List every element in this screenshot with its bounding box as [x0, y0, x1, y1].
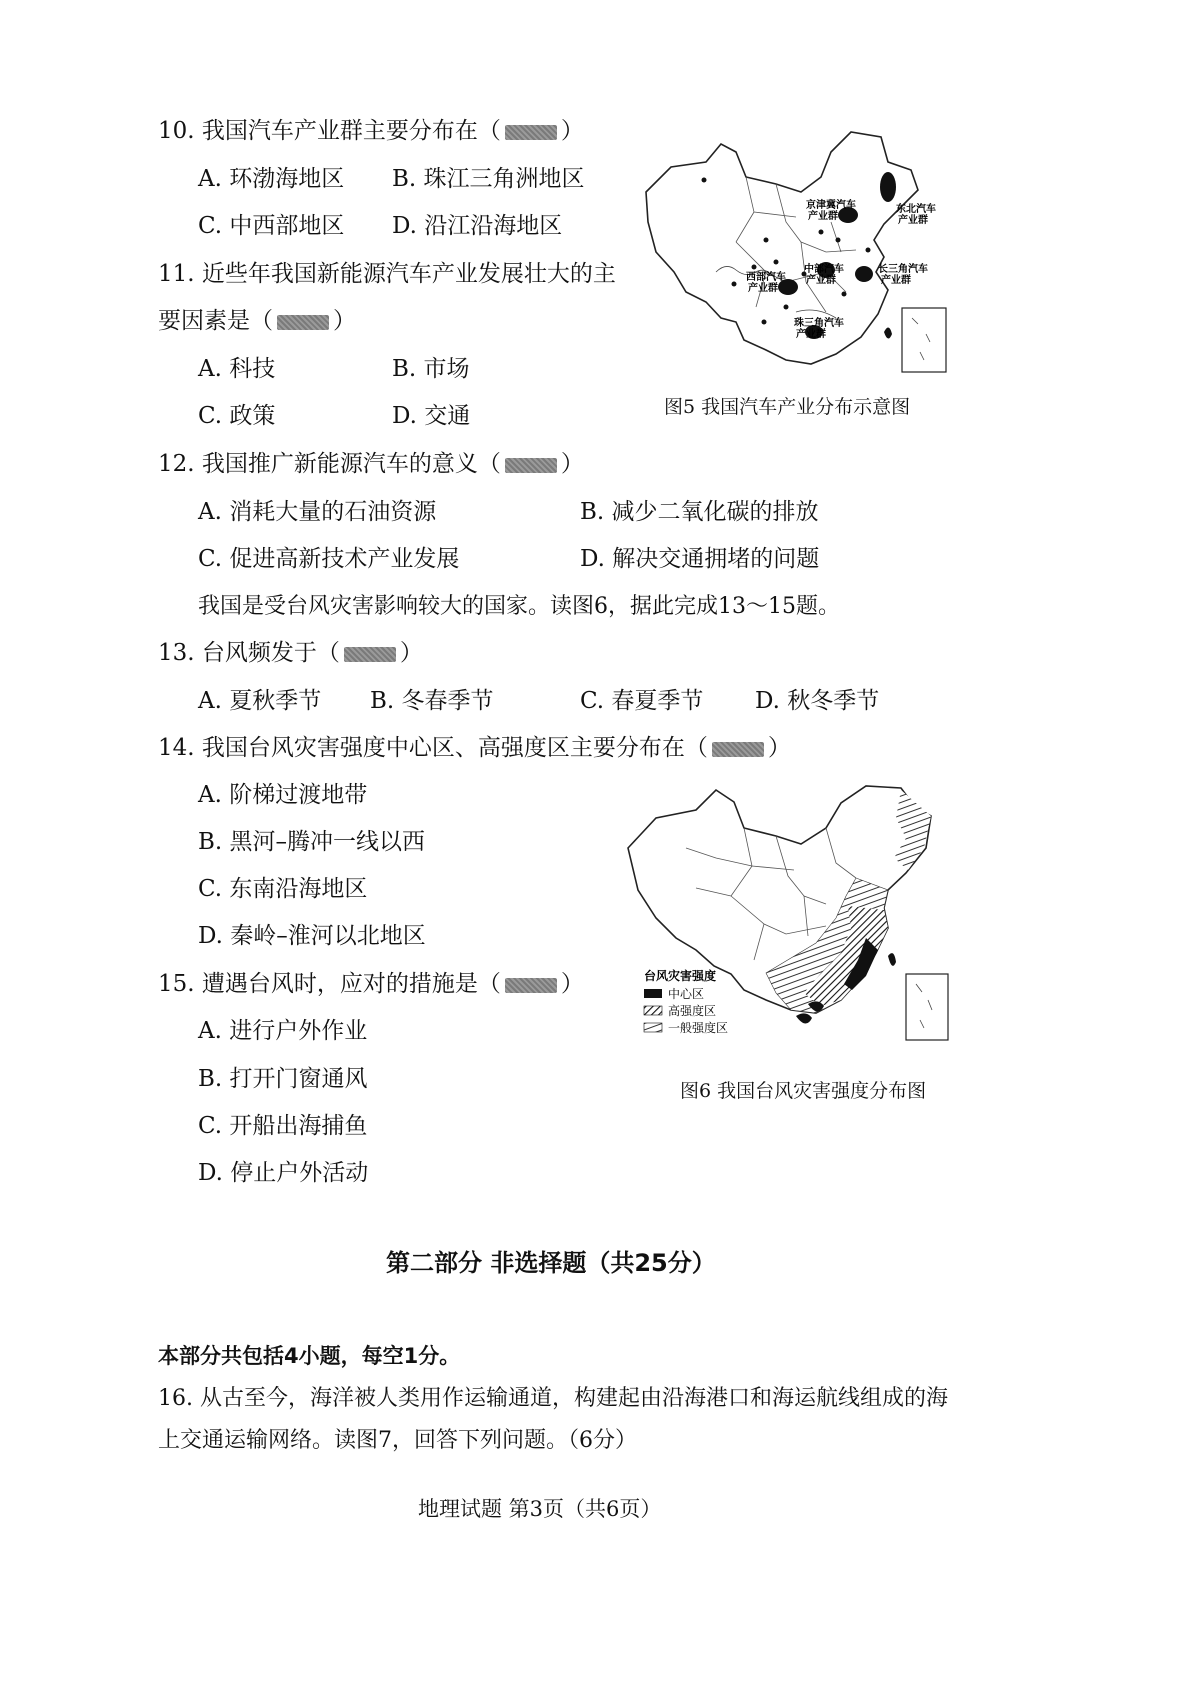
q15-option-a: A. 进行户外作业 — [198, 1018, 368, 1044]
svg-text:一般强度区: 一般强度区 — [668, 1021, 729, 1035]
q12-option-d: D. 解决交通拥堵的问题 — [580, 546, 820, 572]
q10-option-b: B. 珠江三角洲地区 — [392, 166, 585, 192]
q13-option-b: B. 冬春季节 — [370, 688, 494, 714]
q14-stem: 14. 我国台风灾害强度中心区、高强度区主要分布在（ ） — [158, 735, 791, 761]
fig6-caption: 图6 我国台风灾害强度分布图 — [680, 1080, 927, 1102]
q15-option-b: B. 打开门窗通风 — [198, 1066, 368, 1092]
svg-text:珠三角汽车: 珠三角汽车 — [794, 318, 844, 329]
svg-text:产业群: 产业群 — [808, 211, 838, 222]
legend-general-swatch — [644, 1023, 662, 1032]
legend-high-swatch — [644, 1006, 662, 1015]
svg-text:京津冀汽车: 京津冀汽车 — [806, 200, 856, 211]
svg-text:高强度区: 高强度区 — [668, 1004, 717, 1018]
fig5-china-auto-map — [626, 122, 952, 382]
svg-text:产业群: 产业群 — [898, 215, 928, 226]
intro-13-15: 我国是受台风灾害影响较大的国家。读图6，据此完成13～15题。 — [198, 594, 840, 619]
q15-stem: 15. 遭遇台风时，应对的措施是（ ） — [158, 971, 584, 997]
answer-blank — [505, 458, 557, 473]
q10-option-a: A. 环渤海地区 — [198, 166, 345, 192]
q11-option-d: D. 交通 — [392, 403, 471, 429]
svg-text:中心区: 中心区 — [668, 987, 705, 1001]
svg-text:产业群: 产业群 — [748, 283, 778, 294]
svg-text:长三角汽车: 长三角汽车 — [878, 264, 928, 275]
part2-note: 本部分共包括4小题，每空1分。 — [158, 1344, 461, 1368]
legend-center-swatch — [644, 989, 662, 998]
q16-stem-line2: 上交通运输网络。读图7，回答下列问题。（6分） — [158, 1428, 637, 1453]
answer-blank — [344, 647, 396, 662]
q11-option-c: C. 政策 — [198, 403, 276, 429]
q10-stem: 10. 我国汽车产业群主要分布在（ ） — [158, 118, 584, 144]
page-footer: 地理试题 第3页（共6页） — [418, 1497, 662, 1521]
part2-title: 第二部分 非选择题（共25分） — [386, 1249, 716, 1277]
q14-option-c: C. 东南沿海地区 — [198, 876, 368, 902]
svg-text:产业群: 产业群 — [806, 275, 836, 286]
q13-option-c: C. 春夏季节 — [580, 688, 704, 714]
q16-stem-line1: 16. 从古至今，海洋被人类用作运输通道，构建起由沿海港口和海运航线组成的海 — [158, 1386, 948, 1411]
q13-option-a: A. 夏秋季节 — [198, 688, 322, 714]
answer-blank — [505, 125, 557, 140]
q14-option-a: A. 阶梯过渡地带 — [198, 782, 368, 808]
answer-blank — [277, 315, 329, 330]
q12-option-a: A. 消耗大量的石油资源 — [198, 499, 437, 525]
q13-option-d: D. 秋冬季节 — [755, 688, 880, 714]
q14-option-d: D. 秦岭–淮河以北地区 — [198, 923, 426, 949]
answer-blank — [712, 742, 764, 757]
q15-option-c: C. 开船出海捕鱼 — [198, 1113, 368, 1139]
q12-option-b: B. 减少二氧化碳的排放 — [580, 499, 819, 525]
q11-option-a: A. 科技 — [198, 356, 276, 382]
fig6-typhoon-intensity-map — [626, 778, 952, 1046]
q12-stem: 12. 我国推广新能源汽车的意义（ ） — [158, 451, 584, 477]
q11-stem-line2: 要因素是（ ） — [158, 308, 356, 334]
svg-text:东北汽车: 东北汽车 — [896, 204, 936, 215]
q11-option-b: B. 市场 — [392, 356, 470, 382]
svg-text:产业群: 产业群 — [796, 329, 826, 340]
q13-stem: 13. 台风频发于（ ） — [158, 640, 423, 666]
svg-text:台风灾害强度: 台风灾害强度 — [644, 969, 717, 983]
q10-option-d: D. 沿江沿海地区 — [392, 213, 563, 239]
q15-option-d: D. 停止户外活动 — [198, 1160, 369, 1186]
answer-blank — [505, 978, 557, 993]
q11-stem-line1: 11. 近些年我国新能源汽车产业发展壮大的主 — [158, 261, 616, 287]
q12-option-c: C. 促进高新技术产业发展 — [198, 546, 460, 572]
q10-option-c: C. 中西部地区 — [198, 213, 345, 239]
q14-option-b: B. 黑河–腾冲一线以西 — [198, 829, 426, 855]
svg-text:产业群: 产业群 — [881, 275, 911, 286]
fig5-caption: 图5 我国汽车产业分布示意图 — [664, 396, 911, 418]
svg-text:西部汽车: 西部汽车 — [746, 272, 786, 283]
svg-text:中部汽车: 中部汽车 — [804, 264, 844, 275]
